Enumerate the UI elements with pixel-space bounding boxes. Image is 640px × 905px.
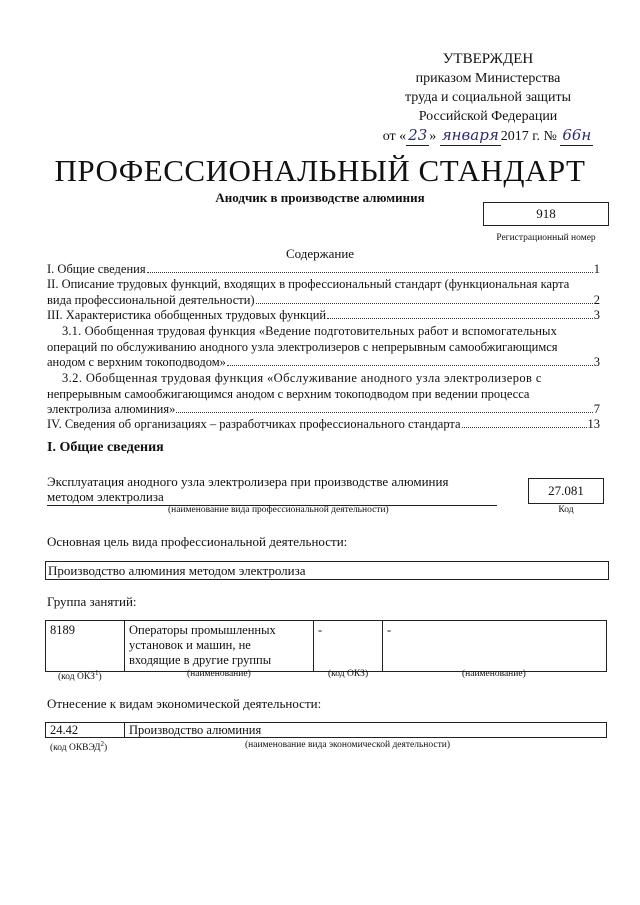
- goal-label: Основная цель вида профессиональной деятельности:: [47, 534, 348, 549]
- activity-code-box: 27.081: [528, 478, 604, 504]
- okz-code-caption: (код ОКЗ$^1$): [58, 669, 102, 683]
- toc-item-text: 3.2. Обобщенная трудовая функция «Обслуживание анодного узла электролизеров с: [62, 371, 542, 385]
- toc-item-page: 3: [593, 308, 600, 322]
- occupation-name-cell: [125, 621, 314, 672]
- approval-date-line: [378, 126, 598, 146]
- toc-item[interactable]: [47, 371, 600, 418]
- date-month: января: [441, 126, 499, 144]
- table-row: [46, 621, 607, 672]
- approval-line-1: приказом Министерства: [415, 71, 561, 86]
- activity-name-line-2: методом электролиза: [47, 489, 164, 504]
- activity-name-field: [47, 474, 497, 506]
- econ-activity-caption: (наименование вида экономической деятельности): [245, 740, 450, 750]
- toc-item-text-cont: непрерывным самообжигающимся анодом с верхним токоподводом при ведении процесса: [47, 386, 530, 401]
- toc-item-text: II. Описание трудовых функций, входящих в профессиональный стандарт (функциональная карта: [47, 277, 570, 291]
- activity-caption: (наименование вида профессиональной деятельности): [168, 505, 389, 515]
- toc-item-text-cont: вида профессиональной деятельности): [47, 292, 255, 307]
- activity-name-line-1: Эксплуатация анодного узла электролизера при производстве алюминия: [47, 474, 449, 489]
- date-year: 2017 г. №: [500, 129, 557, 144]
- okz-code-cell: 8189: [46, 621, 125, 672]
- approval-heading: УТВЕРЖДЕН: [442, 51, 534, 67]
- activity-code-caption: Код: [558, 505, 574, 515]
- toc-item[interactable]: [47, 277, 600, 308]
- okved-code-cell: 24.42: [46, 723, 125, 738]
- econ-activity-name-cell: Производство алюминия: [125, 723, 607, 738]
- document-title: ПРОФЕССИОНАЛЬНЫЙ СТАНДАРТ: [54, 153, 586, 188]
- toc-item-page: 1: [593, 262, 600, 276]
- occupation-group-table: [45, 620, 607, 672]
- occupation-name-cell-2: -: [383, 621, 607, 672]
- order-number: 66н: [562, 126, 592, 144]
- toc-item-text-cont: электролиза алюминия»: [47, 402, 176, 416]
- date-mid: »: [429, 129, 437, 144]
- toc-item[interactable]: [47, 417, 600, 433]
- okz-code-caption-2: (код ОКЗ): [328, 669, 369, 679]
- occupation-name-line: Операторы промышленных: [129, 623, 276, 637]
- approval-line-3: Российской Федерации: [418, 109, 558, 124]
- table-row: [46, 723, 607, 738]
- section-title: I. Общие сведения: [47, 440, 164, 455]
- toc-item-page: 3: [593, 355, 600, 369]
- toc-heading: Содержание: [285, 246, 355, 261]
- occupation-name-caption-2: (наименование): [462, 669, 526, 679]
- toc-item-page: 2: [593, 292, 600, 307]
- toc-item-text: I. Общие сведения: [47, 262, 146, 276]
- econ-activity-table: [45, 722, 607, 738]
- okved-code-caption: (код ОКВЭД$^2$): [50, 740, 108, 754]
- toc-item-text: IV. Сведения об организациях – разработчиках профессионального стандарта: [47, 417, 461, 431]
- date-day: 23: [408, 126, 428, 144]
- toc-item-text-cont: анодом с верхним токоподводом»: [47, 355, 226, 369]
- occupation-name-caption: (наименование): [187, 669, 251, 679]
- okz-code-cell-2: -: [314, 621, 383, 672]
- approval-line-2: труда и социальной защиты: [405, 90, 571, 105]
- goal-field: Производство алюминия методом электролиза: [45, 561, 609, 580]
- toc-item[interactable]: [47, 324, 600, 371]
- occupation-name-line: входящие в другие группы: [129, 653, 272, 667]
- econ-label: Отнесение к видам экономической деятельности:: [47, 696, 322, 711]
- occupation-name-line: установок и машин, не: [129, 638, 251, 652]
- document-subtitle: Анодчик в производстве алюминия: [215, 190, 425, 205]
- date-prefix: от «: [382, 129, 407, 144]
- registration-number-box: 918: [483, 202, 609, 226]
- toc-item-text: III. Характеристика обобщенных трудовых функций: [47, 308, 327, 322]
- toc-item[interactable]: [47, 262, 600, 278]
- toc-item-text-cont: операций по обслуживанию анодного узла электролизеров с непрерывным самообжигающимся: [47, 339, 558, 354]
- toc-item-page: 13: [587, 417, 600, 431]
- registration-caption: Регистрационный номер: [496, 233, 596, 243]
- toc-item-page: 7: [593, 402, 600, 416]
- toc-item-text: 3.1. Обобщенная трудовая функция «Ведение подготовительных работ и вспомогательных: [62, 324, 557, 338]
- toc-item[interactable]: [47, 308, 600, 324]
- approval-block: [378, 50, 598, 146]
- group-label: Группа занятий:: [47, 594, 137, 609]
